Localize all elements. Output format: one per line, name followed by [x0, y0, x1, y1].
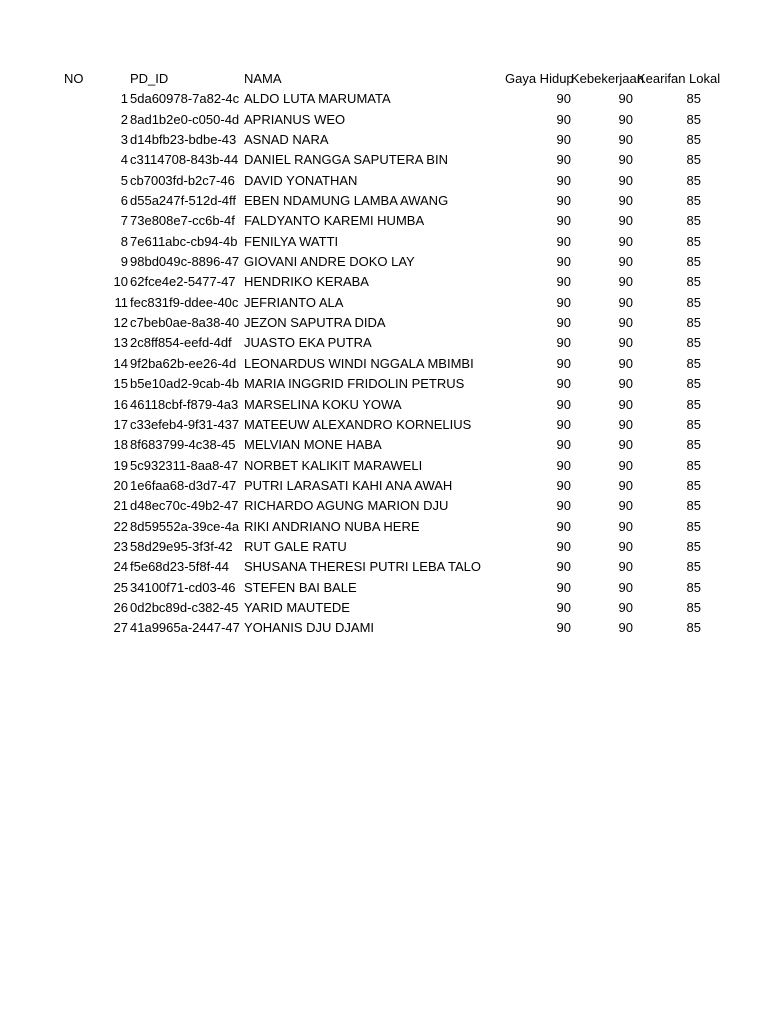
table-row — [0, 395, 768, 415]
table-row — [0, 456, 768, 476]
cell-kebekerjaan: 90 — [618, 498, 633, 514]
cell-no: 23 — [113, 538, 128, 554]
cell-no: 12 — [113, 315, 128, 331]
cell-kebekerjaan: 90 — [618, 437, 633, 453]
cell-pd-id: 5da60978-7a82-4c — [130, 91, 240, 107]
cell-gaya-hidup: 90 — [556, 294, 571, 310]
cell-gaya-hidup: 90 — [556, 579, 571, 595]
cell-no: 9 — [120, 254, 128, 270]
cell-no: 22 — [113, 518, 128, 534]
cell-pd-id: c7beb0ae-8a38-40 — [130, 315, 240, 331]
cell-nama: STEFEN BAI BALE — [244, 579, 357, 595]
header-no: NO — [64, 71, 84, 86]
cell-nama: MELVIAN MONE HABA — [244, 437, 382, 453]
cell-no: 3 — [120, 132, 128, 148]
table-row — [0, 517, 768, 537]
cell-pd-id: 5c932311-8aa8-47 — [130, 457, 239, 473]
cell-no: 26 — [113, 599, 128, 615]
cell-no: 25 — [113, 579, 128, 595]
header-row — [0, 69, 768, 89]
cell-no: 19 — [113, 457, 128, 473]
cell-nama: NORBET KALIKIT MARAWELI — [244, 457, 423, 473]
cell-nama: JEZON SAPUTRA DIDA — [244, 315, 386, 331]
cell-kebekerjaan: 90 — [618, 132, 633, 148]
cell-gaya-hidup: 90 — [556, 416, 571, 432]
cell-nama: YARID MAUTEDE — [244, 599, 350, 615]
cell-kebekerjaan: 90 — [618, 335, 633, 351]
table-row — [0, 89, 768, 109]
table-row — [0, 415, 768, 435]
cell-kearifan-lokal: 85 — [686, 315, 701, 331]
cell-kebekerjaan: 90 — [618, 559, 633, 575]
cell-kearifan-lokal: 85 — [686, 294, 701, 310]
cell-nama: JEFRIANTO ALA — [244, 294, 344, 310]
cell-kearifan-lokal: 85 — [686, 559, 701, 575]
table-row — [0, 598, 768, 618]
cell-nama: FENILYA WATTI — [244, 233, 339, 249]
cell-no: 24 — [113, 559, 128, 575]
cell-no: 18 — [113, 437, 128, 453]
cell-gaya-hidup: 90 — [556, 518, 571, 534]
cell-pd-id: 41a9965a-2447-47 — [130, 620, 240, 636]
cell-gaya-hidup: 90 — [556, 274, 571, 290]
cell-nama: RICHARDO AGUNG MARION DJU — [244, 498, 449, 514]
cell-kearifan-lokal: 85 — [686, 538, 701, 554]
table-row — [0, 354, 768, 374]
cell-gaya-hidup: 90 — [556, 355, 571, 371]
cell-pd-id: c33efeb4-9f31-437 — [130, 416, 240, 432]
cell-kearifan-lokal: 85 — [686, 518, 701, 534]
cell-kebekerjaan: 90 — [618, 518, 633, 534]
cell-pd-id: 0d2bc89d-c382-45 — [130, 599, 239, 615]
cell-kebekerjaan: 90 — [618, 111, 633, 127]
cell-kearifan-lokal: 85 — [686, 91, 701, 107]
table-body — [0, 89, 768, 638]
cell-no: 4 — [120, 152, 128, 168]
cell-gaya-hidup: 90 — [556, 172, 571, 188]
cell-pd-id: f5e68d23-5f8f-44 — [130, 559, 230, 575]
cell-gaya-hidup: 90 — [556, 620, 571, 636]
cell-no: 10 — [113, 274, 128, 290]
cell-pd-id: 34100f71-cd03-46 — [130, 579, 236, 595]
table-row — [0, 537, 768, 557]
cell-kebekerjaan: 90 — [618, 579, 633, 595]
cell-kearifan-lokal: 85 — [686, 579, 701, 595]
cell-kebekerjaan: 90 — [618, 599, 633, 615]
cell-kearifan-lokal: 85 — [686, 274, 701, 290]
cell-nama: SHUSANA THERESI PUTRI LEBA TALO — [244, 559, 481, 575]
cell-kearifan-lokal: 85 — [686, 376, 701, 392]
cell-kearifan-lokal: 85 — [686, 213, 701, 229]
cell-no: 7 — [120, 213, 128, 229]
cell-kebekerjaan: 90 — [618, 457, 633, 473]
header-pd-id: PD_ID — [130, 71, 169, 86]
header-kebekerjaan: Kebekerjaan — [571, 71, 644, 86]
table-row — [0, 435, 768, 455]
cell-kearifan-lokal: 85 — [686, 233, 701, 249]
table-row — [0, 578, 768, 598]
cell-gaya-hidup: 90 — [556, 498, 571, 514]
cell-no: 17 — [113, 416, 128, 432]
spreadsheet-table — [0, 69, 768, 639]
cell-gaya-hidup: 90 — [556, 477, 571, 493]
cell-gaya-hidup: 90 — [556, 457, 571, 473]
cell-nama: MARSELINA KOKU YOWA — [244, 396, 402, 412]
cell-nama: DAVID YONATHAN — [244, 172, 358, 188]
table-row — [0, 313, 768, 333]
cell-kearifan-lokal: 85 — [686, 457, 701, 473]
cell-kearifan-lokal: 85 — [686, 437, 701, 453]
cell-gaya-hidup: 90 — [556, 254, 571, 270]
cell-no: 11 — [114, 294, 128, 310]
cell-pd-id: 58d29e95-3f3f-42 — [130, 538, 233, 554]
cell-gaya-hidup: 90 — [556, 559, 571, 575]
cell-kebekerjaan: 90 — [618, 91, 633, 107]
cell-pd-id: d55a247f-512d-4ff — [130, 193, 237, 209]
cell-nama: RUT GALE RATU — [244, 538, 347, 554]
cell-nama: DANIEL RANGGA SAPUTERA BIN — [244, 152, 448, 168]
header-nama: NAMA — [244, 71, 282, 86]
cell-kearifan-lokal: 85 — [686, 193, 701, 209]
cell-no: 6 — [120, 193, 128, 209]
cell-kebekerjaan: 90 — [618, 315, 633, 331]
cell-pd-id: c3114708-843b-44 — [130, 152, 239, 168]
cell-kebekerjaan: 90 — [618, 376, 633, 392]
cell-pd-id: 8f683799-4c38-45 — [130, 437, 236, 453]
table-row — [0, 130, 768, 150]
cell-kebekerjaan: 90 — [618, 620, 633, 636]
table-row — [0, 211, 768, 231]
cell-no: 15 — [113, 376, 128, 392]
cell-pd-id: cb7003fd-b2c7-46 — [130, 172, 235, 188]
cell-kebekerjaan: 90 — [618, 355, 633, 371]
cell-gaya-hidup: 90 — [556, 599, 571, 615]
cell-kebekerjaan: 90 — [618, 213, 633, 229]
cell-nama: MATEEUW ALEXANDRO KORNELIUS — [244, 416, 472, 432]
cell-kearifan-lokal: 85 — [686, 152, 701, 168]
cell-kebekerjaan: 90 — [618, 396, 633, 412]
cell-kearifan-lokal: 85 — [686, 620, 701, 636]
cell-gaya-hidup: 90 — [556, 396, 571, 412]
cell-gaya-hidup: 90 — [556, 111, 571, 127]
cell-nama: PUTRI LARASATI KAHI ANA AWAH — [244, 477, 453, 493]
table-row — [0, 272, 768, 292]
table-row — [0, 496, 768, 516]
cell-no: 1 — [120, 91, 128, 107]
cell-kearifan-lokal: 85 — [686, 132, 701, 148]
cell-kebekerjaan: 90 — [618, 538, 633, 554]
cell-kebekerjaan: 90 — [618, 477, 633, 493]
cell-no: 20 — [113, 477, 128, 493]
cell-pd-id: 2c8ff854-eefd-4df — [130, 335, 232, 351]
table-row — [0, 252, 768, 272]
table-row — [0, 374, 768, 394]
cell-pd-id: 8d59552a-39ce-4a — [130, 518, 240, 534]
table-row — [0, 110, 768, 130]
table-row — [0, 618, 768, 638]
cell-no: 16 — [113, 396, 128, 412]
cell-pd-id: 98bd049c-8896-47 — [130, 254, 240, 270]
table-row — [0, 232, 768, 252]
cell-kebekerjaan: 90 — [618, 254, 633, 270]
cell-pd-id: 9f2ba62b-ee26-4d — [130, 355, 237, 371]
cell-pd-id: 62fce4e2-5477-47 — [130, 274, 236, 290]
cell-pd-id: 7e611abc-cb94-4b — [130, 233, 238, 249]
cell-nama: RIKI ANDRIANO NUBA HERE — [244, 518, 420, 534]
cell-gaya-hidup: 90 — [556, 132, 571, 148]
cell-gaya-hidup: 90 — [556, 335, 571, 351]
cell-nama: APRIANUS WEO — [244, 111, 346, 127]
cell-no: 14 — [113, 355, 128, 371]
cell-kearifan-lokal: 85 — [686, 498, 701, 514]
cell-pd-id: d48ec70c-49b2-47 — [130, 498, 239, 514]
cell-gaya-hidup: 90 — [556, 233, 571, 249]
cell-gaya-hidup: 90 — [556, 193, 571, 209]
cell-kearifan-lokal: 85 — [686, 355, 701, 371]
cell-gaya-hidup: 90 — [556, 152, 571, 168]
cell-kebekerjaan: 90 — [618, 274, 633, 290]
cell-pd-id: d14bfb23-bdbe-43 — [130, 132, 237, 148]
cell-nama: FALDYANTO KAREMI HUMBA — [244, 213, 425, 229]
header-gaya-hidup: Gaya Hidup — [505, 71, 574, 86]
cell-kearifan-lokal: 85 — [686, 111, 701, 127]
cell-pd-id: 1e6faa68-d3d7-47 — [130, 477, 237, 493]
cell-kearifan-lokal: 85 — [686, 396, 701, 412]
table-row — [0, 191, 768, 211]
cell-kebekerjaan: 90 — [618, 172, 633, 188]
header-kearifan-lokal: Kearifan Lokal — [637, 71, 721, 86]
cell-kearifan-lokal: 85 — [686, 416, 701, 432]
table-row — [0, 293, 768, 313]
cell-kebekerjaan: 90 — [618, 193, 633, 209]
cell-nama: MARIA INGGRID FRIDOLIN PETRUS — [244, 376, 465, 392]
cell-nama: ALDO LUTA MARUMATA — [244, 91, 391, 107]
cell-gaya-hidup: 90 — [556, 213, 571, 229]
cell-no: 8 — [120, 233, 128, 249]
cell-no: 27 — [113, 620, 128, 636]
cell-pd-id: fec831f9-ddee-40c — [130, 294, 239, 310]
cell-nama: GIOVANI ANDRE DOKO LAY — [244, 254, 415, 270]
cell-gaya-hidup: 90 — [556, 376, 571, 392]
cell-nama: HENDRIKO KERABA — [244, 274, 369, 290]
cell-kearifan-lokal: 85 — [686, 599, 701, 615]
cell-nama: LEONARDUS WINDI NGGALA MBIMBI — [244, 355, 474, 371]
cell-gaya-hidup: 90 — [556, 315, 571, 331]
cell-no: 2 — [120, 111, 128, 127]
cell-kebekerjaan: 90 — [618, 294, 633, 310]
cell-kearifan-lokal: 85 — [686, 172, 701, 188]
cell-kearifan-lokal: 85 — [686, 254, 701, 270]
cell-no: 21 — [113, 498, 128, 514]
cell-no: 13 — [113, 335, 128, 351]
cell-kearifan-lokal: 85 — [686, 335, 701, 351]
table-row — [0, 333, 768, 353]
cell-pd-id: 46118cbf-f879-4a3 — [130, 396, 239, 412]
table-row — [0, 171, 768, 191]
cell-nama: JUASTO EKA PUTRA — [244, 335, 372, 351]
cell-nama: EBEN NDAMUNG LAMBA AWANG — [244, 193, 449, 209]
cell-pd-id: b5e10ad2-9cab-4b — [130, 376, 240, 392]
cell-pd-id: 73e808e7-cc6b-4f — [130, 213, 235, 229]
table-row — [0, 476, 768, 496]
cell-kebekerjaan: 90 — [618, 152, 633, 168]
cell-kebekerjaan: 90 — [618, 416, 633, 432]
cell-nama: YOHANIS DJU DJAMI — [244, 620, 375, 636]
table-row — [0, 150, 768, 170]
table-row — [0, 557, 768, 577]
cell-gaya-hidup: 90 — [556, 538, 571, 554]
cell-gaya-hidup: 90 — [556, 437, 571, 453]
cell-kebekerjaan: 90 — [618, 233, 633, 249]
cell-gaya-hidup: 90 — [556, 91, 571, 107]
cell-kearifan-lokal: 85 — [686, 477, 701, 493]
cell-no: 5 — [120, 172, 128, 188]
cell-nama: ASNAD NARA — [244, 132, 329, 148]
cell-pd-id: 8ad1b2e0-c050-4d — [130, 111, 240, 127]
